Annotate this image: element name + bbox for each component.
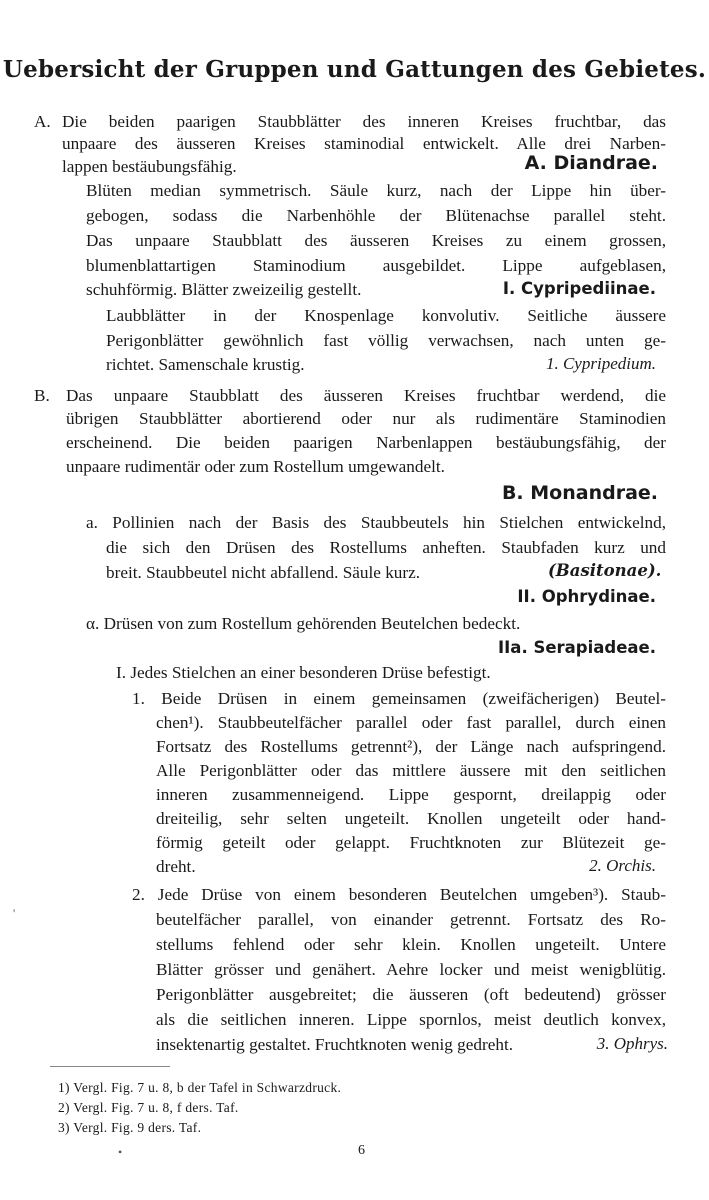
item2-line: als die seitlichen inneren. Lippe spornlos, meist deutlich konvex, — [156, 1010, 666, 1029]
item2-line: beutelfächer parallel, von einander getrennt. Fortsatz des Ro- — [156, 910, 666, 929]
section-b-line: unpaare rudimentär oder zum Rostellum umgewandelt. — [66, 457, 445, 476]
item1-line: förmig geteilt oder gelappt. Fruchtknoten zur Blütezeit ge- — [156, 833, 666, 852]
roman-i-line: I. Jedes Stielchen an einer besonderen Drüse befestigt. — [116, 663, 491, 682]
tribe-heading-serapiadeae: IIa. Serapiadeae. — [498, 638, 656, 657]
section-b-line: übrigen Staubblätter abortierend oder nur als rudimentäre Staminodien — [66, 409, 666, 428]
section-a-line: lappen bestäubungsfähig. — [62, 157, 237, 176]
group-heading-diandrae: A. Diandrae. — [524, 152, 658, 174]
item2-line: stellums fehlend oder sehr klein. Knollen ungeteilt. Untere — [156, 935, 666, 954]
cypripediinae-line: Laubblätter in der Knospenlage konvolutiv. Seitliche äussere — [106, 306, 666, 325]
footnote-1: 1) Vergl. Fig. 7 u. 8, b der Tafel in Schwarzdruck. — [58, 1080, 342, 1095]
footnote-3: 3) Vergl. Fig. 9 ders. Taf. — [58, 1120, 202, 1135]
section-a-line: unpaare des äusseren Kreises staminodial entwickelt. Alle drei Narben- — [62, 134, 666, 153]
footnote-rule — [50, 1066, 170, 1067]
section-a-marker: A. — [34, 112, 51, 131]
subgroup-heading-ophrydinae: II. Ophrydinae. — [517, 587, 656, 606]
diandrae-desc-line: blumenblattartigen Staminodium ausgebildet. Lippe aufgeblasen, — [86, 256, 666, 275]
item1-line: 1. Beide Drüsen in einem gemeinsamen (zweifächerigen) Beutel- — [132, 689, 666, 708]
genus-ophrys: 3. Ophrys. — [596, 1034, 668, 1053]
bottom-margin-mark: • — [118, 1145, 123, 1159]
item2-line: Blätter grösser und genähert. Aehre locker und meist wenigblütig. — [156, 960, 666, 979]
item1-line: dreiteilig, sehr selten ungeteilt. Knollen ungeteilt oder hand- — [156, 809, 666, 828]
section-a-line: Die beiden paarigen Staubblätter des inneren Kreises fruchtbar, das — [62, 112, 666, 131]
page-title: Uebersicht der Gruppen und Gattungen des Gebietes. — [2, 56, 707, 83]
basitonae-tag: (Basitonae). — [548, 561, 662, 580]
section-b-marker: B. — [34, 386, 50, 405]
item1-line: inneren zusammenneigend. Lippe gespornt, dreilappig oder — [156, 785, 666, 804]
section-b-line: erscheinend. Die beiden paarigen Narbenlappen bestäubungsfähig, der — [66, 433, 666, 452]
monandrae-a-line: breit. Staubbeutel nicht abfallend. Säule kurz. — [106, 563, 421, 582]
diandrae-desc-line: Blüten median symmetrisch. Säule kurz, nach der Lippe hin über- — [86, 181, 666, 200]
page-number: 6 — [358, 1143, 365, 1158]
monandrae-a-line: a. Pollinien nach der Basis des Staubbeutels hin Stielchen entwickelnd, — [86, 513, 666, 532]
item2-line: Perigonblätter ausgebreitet; die äusseren (oft bedeutend) grösser — [156, 985, 666, 1004]
diandrae-desc-line: schuhförmig. Blätter zweizeilig gestellt. — [86, 280, 362, 299]
diandrae-desc-line: Das unpaare Staubblatt des äusseren Kreises zu einem grossen, — [86, 231, 666, 250]
item2-line: insektenartig gestaltet. Fruchtknoten wenig gedreht. — [156, 1035, 514, 1054]
subgroup-heading-cypripediinae: I. Cypripediinae. — [502, 279, 656, 298]
footnote-2: 2) Vergl. Fig. 7 u. 8, f ders. Taf. — [58, 1100, 239, 1115]
alpha-line: α. Drüsen von zum Rostellum gehörenden Beutelchen bedeckt. — [86, 614, 521, 633]
group-heading-monandrae: B. Monandrae. — [501, 482, 658, 504]
genus-orchis: 2. Orchis. — [589, 856, 656, 875]
item1-line: dreht. — [156, 857, 196, 876]
monandrae-a-line: die sich den Drüsen des Rostellums anheften. Staubfaden kurz und — [106, 538, 666, 557]
item1-line: Alle Perigonblätter oder das mittlere äussere mit den seitlichen — [156, 761, 666, 780]
section-b-line: Das unpaare Staubblatt des äusseren Kreises fruchtbar werdend, die — [66, 386, 666, 405]
item2-line: 2. Jede Drüse von einem besonderen Beutelchen umgeben³). Staub- — [132, 885, 666, 904]
margin-mark: ' — [13, 906, 16, 920]
item1-line: Fortsatz des Rostellums getrennt²), der Länge nach aufspringend. — [156, 737, 666, 756]
genus-cypripedium: 1. Cypripedium. — [545, 354, 656, 373]
cypripediinae-line: richtet. Samenschale krustig. — [106, 355, 305, 374]
diandrae-desc-line: gebogen, sodass die Narbenhöhle der Blütenachse parallel steht. — [86, 206, 666, 225]
cypripediinae-line: Perigonblätter gewöhnlich fast völlig verwachsen, nach unten ge- — [106, 331, 666, 350]
item1-line: chen¹). Staubbeutelfächer parallel oder fast parallel, durch einen — [156, 713, 666, 732]
